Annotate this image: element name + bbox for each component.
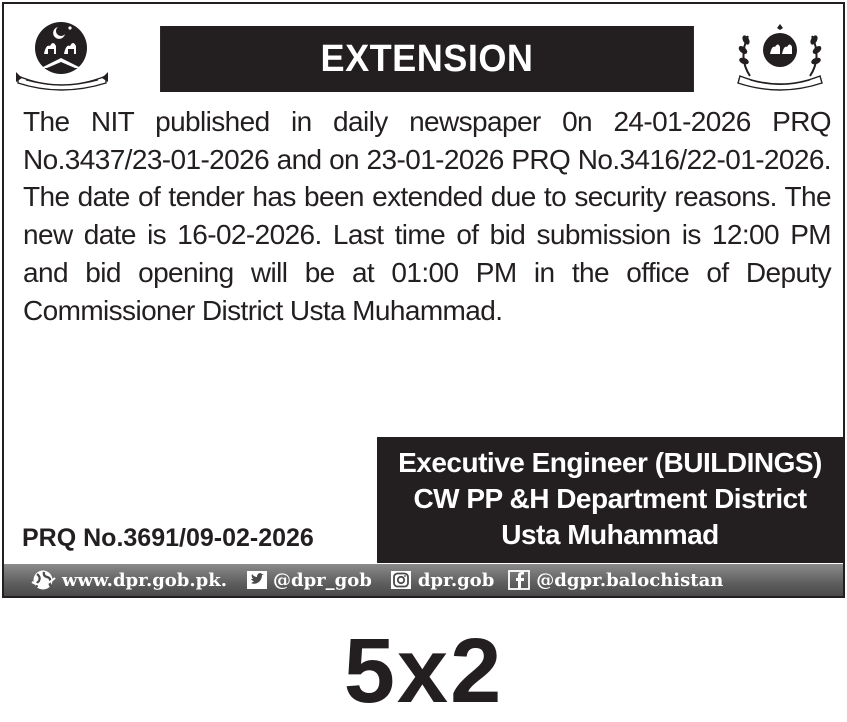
signatory-department: CW PP &H Department District [413,483,807,514]
footer-website-text: www.dpr.gob.pk. [62,569,227,591]
signatory-block [377,437,843,563]
notice-body: The NIT published in daily newspaper 0n 24-01-2026 PRQ No.3437/23-01-2026 and on 23-01-2026 PRQ No.3416/22-01-2026. The date of tender has been extended due to security reasons. The new date is 16-02-2026. Last time of bid submission is 12:00 PM and bid opening will be at 01:00 PM in the office of Deputy Commissioner District Usta Muhammad. [23,106,831,326]
dgpr-emblem-right [726,18,834,94]
footer-website [30,569,227,591]
footer-bar [4,564,843,596]
prq-number: PRQ No.3691/09-02-2026 [22,524,314,552]
footer-twitter [247,570,372,591]
signatory-district: Usta Muhammad [501,519,719,550]
footer-instagram-text: dpr.gob [417,569,495,591]
footer-facebook [508,570,723,591]
instagram-icon [390,570,412,590]
twitter-icon [247,571,267,589]
footer-facebook-text: @dgpr.balochistan [536,569,724,591]
globe-icon [30,569,56,591]
facebook-icon [508,570,530,590]
balochistan-emblem-left [14,18,110,94]
signatory-title: Executive Engineer (BUILDINGS) [398,447,822,478]
notice-title: EXTENSION [160,26,694,92]
footer-instagram [390,570,494,591]
ad-size-label: 5x2 [343,620,504,722]
notice-frame [2,2,845,598]
footer-twitter-text: @dpr_gob [272,569,372,591]
